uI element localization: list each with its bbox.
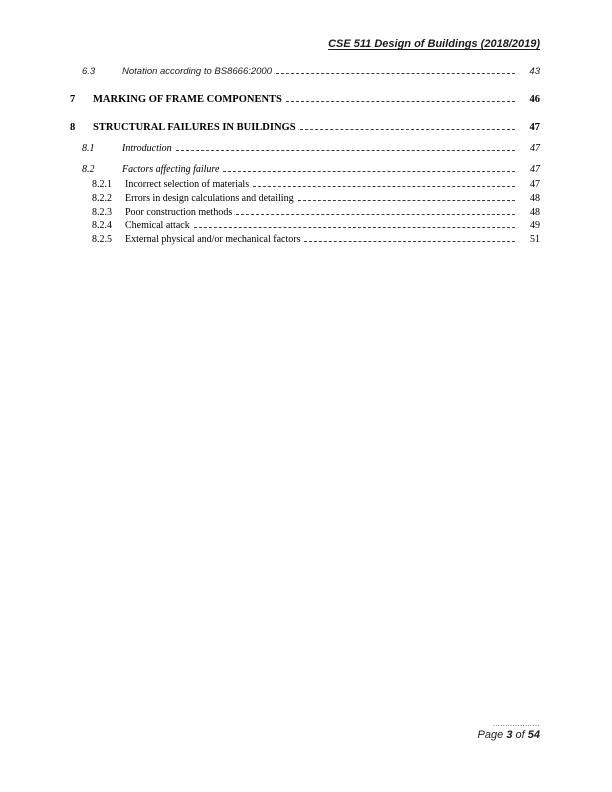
toc-entry-number: 7 [70,94,76,105]
toc-entry-number: 8.2 [82,164,95,175]
toc-entry-number: 8.2.5 [92,234,112,246]
toc-entry [70,164,540,176]
toc-entry-title: Errors in design calculations and detailing [125,192,294,204]
toc-leader-dashes [298,200,515,201]
toc-leader-dashes [253,186,515,187]
toc-leader-dashes [276,73,515,74]
toc-leader-dashes [236,214,515,215]
toc-leader-dashes [176,150,515,151]
toc-entry-title: STRUCTURAL FAILURES IN BUILDINGS [93,122,296,133]
document-title: CSE 511 Design of Buildings (2018/2019) [328,38,540,50]
toc-entry-number: 8.2.1 [92,179,112,190]
toc-entry-number: 6.3 [82,66,96,77]
toc-entry-title: Incorrect selection of materials [125,179,250,190]
toc-entry [70,234,540,246]
toc-entry-title: External physical and/or mechanical factors [125,234,301,246]
toc-entry-page: 47 [529,122,540,133]
toc-entry-title: MARKING OF FRAME COMPONENTS [93,94,282,105]
toc-entry-number: 8.1 [82,143,95,154]
of-label: of [515,729,525,741]
toc-entry-title: Introduction [122,143,172,154]
page-indicator [478,729,540,742]
toc-entry-number: 8.2.2 [92,192,112,204]
toc-entry [70,179,540,191]
toc-entry [70,143,540,155]
toc-leader-dashes [194,227,515,228]
toc-entry [70,94,540,106]
toc-entry-number: 8.2.3 [92,206,112,218]
table-of-contents [70,66,540,246]
toc-leader-dashes [223,171,515,172]
toc-entry-number: 8 [70,122,76,133]
toc-entry-title: Poor construction methods [125,206,233,218]
toc-leader-dashes [304,241,515,242]
toc-entry [70,220,540,232]
toc-entry-page: 48 [530,206,540,218]
toc-entry [70,122,540,134]
total-pages: 54 [527,729,540,741]
toc-entry-page: 49 [530,220,540,232]
toc-entry [70,193,540,205]
page-number: 3 [506,729,513,741]
toc-leader-dashes [300,129,515,130]
toc-entry-title: Notation according to BS8666:2000 [122,66,272,77]
toc-leader-dashes [286,101,515,102]
footer-dotted-line: ................... [492,719,540,728]
toc-entry-title: Factors affecting failure [122,164,220,175]
toc-entry [70,207,540,219]
page-header [70,34,540,52]
page-label: Page [477,729,504,741]
toc-entry-page: 43 [529,66,540,77]
page-footer [478,719,540,742]
toc-entry-page: 47 [530,164,540,175]
toc-entry [70,66,540,78]
toc-entry-page: 47 [530,143,540,154]
toc-entry-page: 48 [530,192,540,204]
toc-entry-page: 46 [529,94,540,105]
toc-entry-page: 47 [530,179,540,190]
toc-entry-number: 8.2.4 [92,220,112,232]
toc-entry-title: Chemical attack [125,220,190,232]
toc-entry-page: 51 [530,234,540,246]
